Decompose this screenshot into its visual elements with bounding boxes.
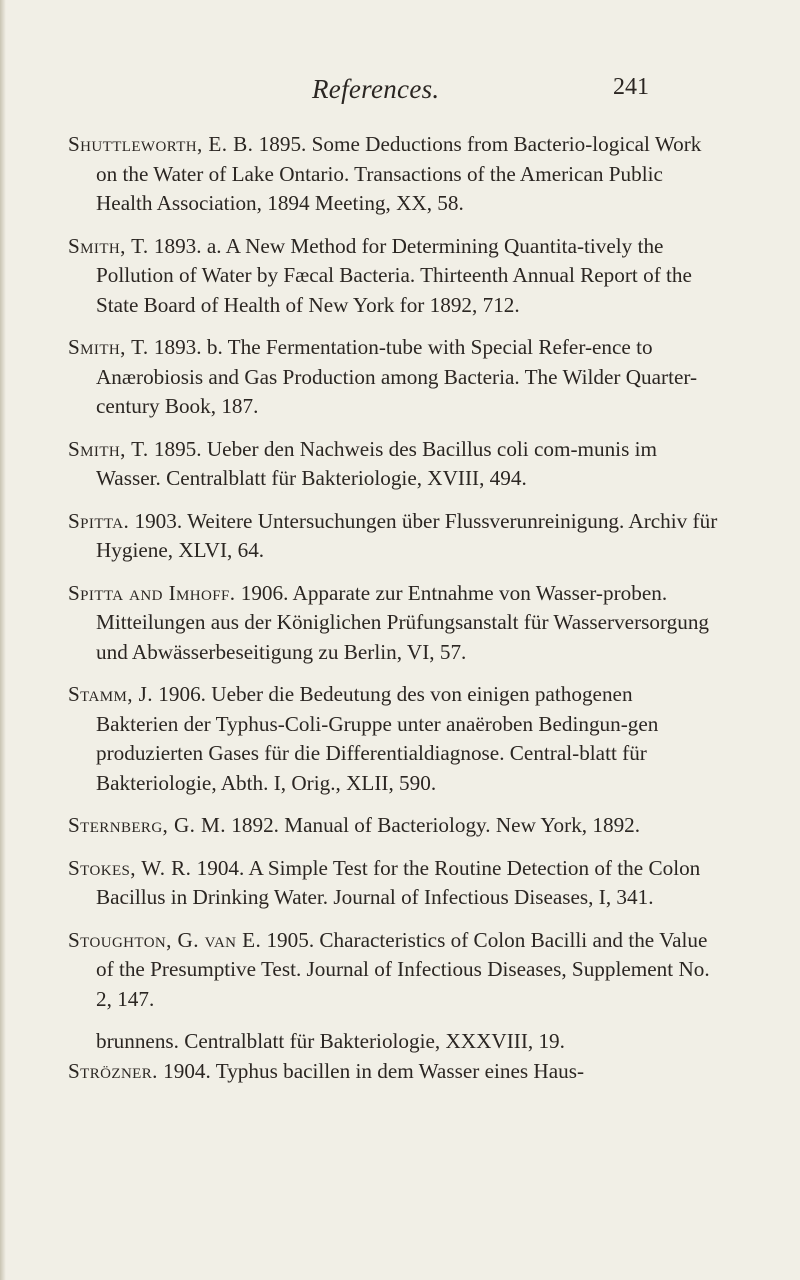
reference-author: Spitta. [68, 508, 130, 533]
reference-author: Smith, T. [68, 233, 149, 258]
reference-text: 1895. Some Deductions from Bacterio-logical Work on the Water of Lake Ontario. Transactions of the American Public Health Association, 1894 Meeting, XX, 58. [96, 132, 702, 215]
reference-entry [68, 926, 718, 1015]
reference-author: Stokes, W. R. [68, 855, 192, 880]
reference-text: 1895. Ueber den Nachweis des Bacillus coli com-munis im Wasser. Centralblatt für Bakteriologie, XVIII, 494. [96, 436, 657, 490]
reference-continuation: brunnens. Centralblatt für Bakteriologie, XXXVIII, 19. [96, 1029, 565, 1053]
reference-entry [68, 232, 718, 321]
reference-author: Spitta and Imhoff. [68, 580, 236, 605]
reference-entry [68, 435, 718, 494]
reference-entry [68, 811, 718, 841]
reference-author: Stoughton, G. van E. [68, 927, 262, 952]
running-title: References. [312, 74, 440, 104]
page-number: 241 [613, 74, 649, 100]
reference-text: 1904. Typhus bacillen in dem Wasser eines Haus- [157, 1058, 585, 1083]
reference-entry [68, 333, 718, 422]
reference-text: 1906. Apparate zur Entnahme von Wasser-proben. Mitteilungen aus der Königlichen Prüfungsanstalt für Wasserversorgung und Abwässerbeseitigung zu Berlin, VI, 57. [96, 580, 710, 664]
reference-list [68, 130, 718, 1099]
reference-entry [68, 130, 718, 219]
reference-author: Smith, T. [68, 436, 149, 461]
reference-text: 1904. A Simple Test for the Routine Detection of the Colon Bacillus in Drinking Water. Journal of Infectious Diseases, I, 341. [96, 855, 701, 909]
reference-entry [68, 680, 718, 798]
reference-entry [68, 1057, 718, 1087]
page-edge-shadow [0, 0, 6, 1280]
reference-entry [68, 854, 718, 913]
reference-text: 1893. b. The Fermentation-tube with Special Refer-ence to Anærobiosis and Gas Production among Bacteria. The Wilder Quarter-century Book, 187. [96, 335, 698, 418]
reference-author: Smith, T. [68, 335, 149, 359]
reference-author: Sternberg, G. M. [68, 813, 226, 837]
reference-text: 1903. Weitere Untersuchungen über Flussverunreinigung. Archiv für Hygiene, XLVI, 64. [96, 508, 718, 562]
reference-text: 1892. Manual of Bacteriology. New York, 1892. [225, 813, 641, 837]
reference-author: Strözner. [68, 1058, 158, 1083]
reference-text: 1905. Characteristics of Colon Bacilli and the Value of the Presumptive Test. Journal of Infectious Diseases, Supplement No. 2, 147. [96, 927, 710, 1011]
reference-entry [68, 579, 718, 668]
page-header [0, 74, 800, 114]
reference-text: 1893. a. A New Method for Determining Quantita-tively the Pollution of Water by Fæcal Bacteria. Thirteenth Annual Report of the State Board of Health of New York for 1892, 712. [96, 233, 692, 317]
reference-entry [68, 507, 718, 566]
reference-author: Stamm, J. [68, 682, 153, 706]
reference-text: 1906. Ueber die Bedeutung des von einigen pathogenen Bakterien der Typhus-Coli-Gruppe unter anaëroben Bedingun-gen produzierten Gases für die Differentialdiagnose. Central-blatt für Bakteriologie, Abth. I, Orig., XLII, 590. [96, 682, 659, 795]
reference-author: Shuttleworth, E. B. [68, 132, 254, 156]
